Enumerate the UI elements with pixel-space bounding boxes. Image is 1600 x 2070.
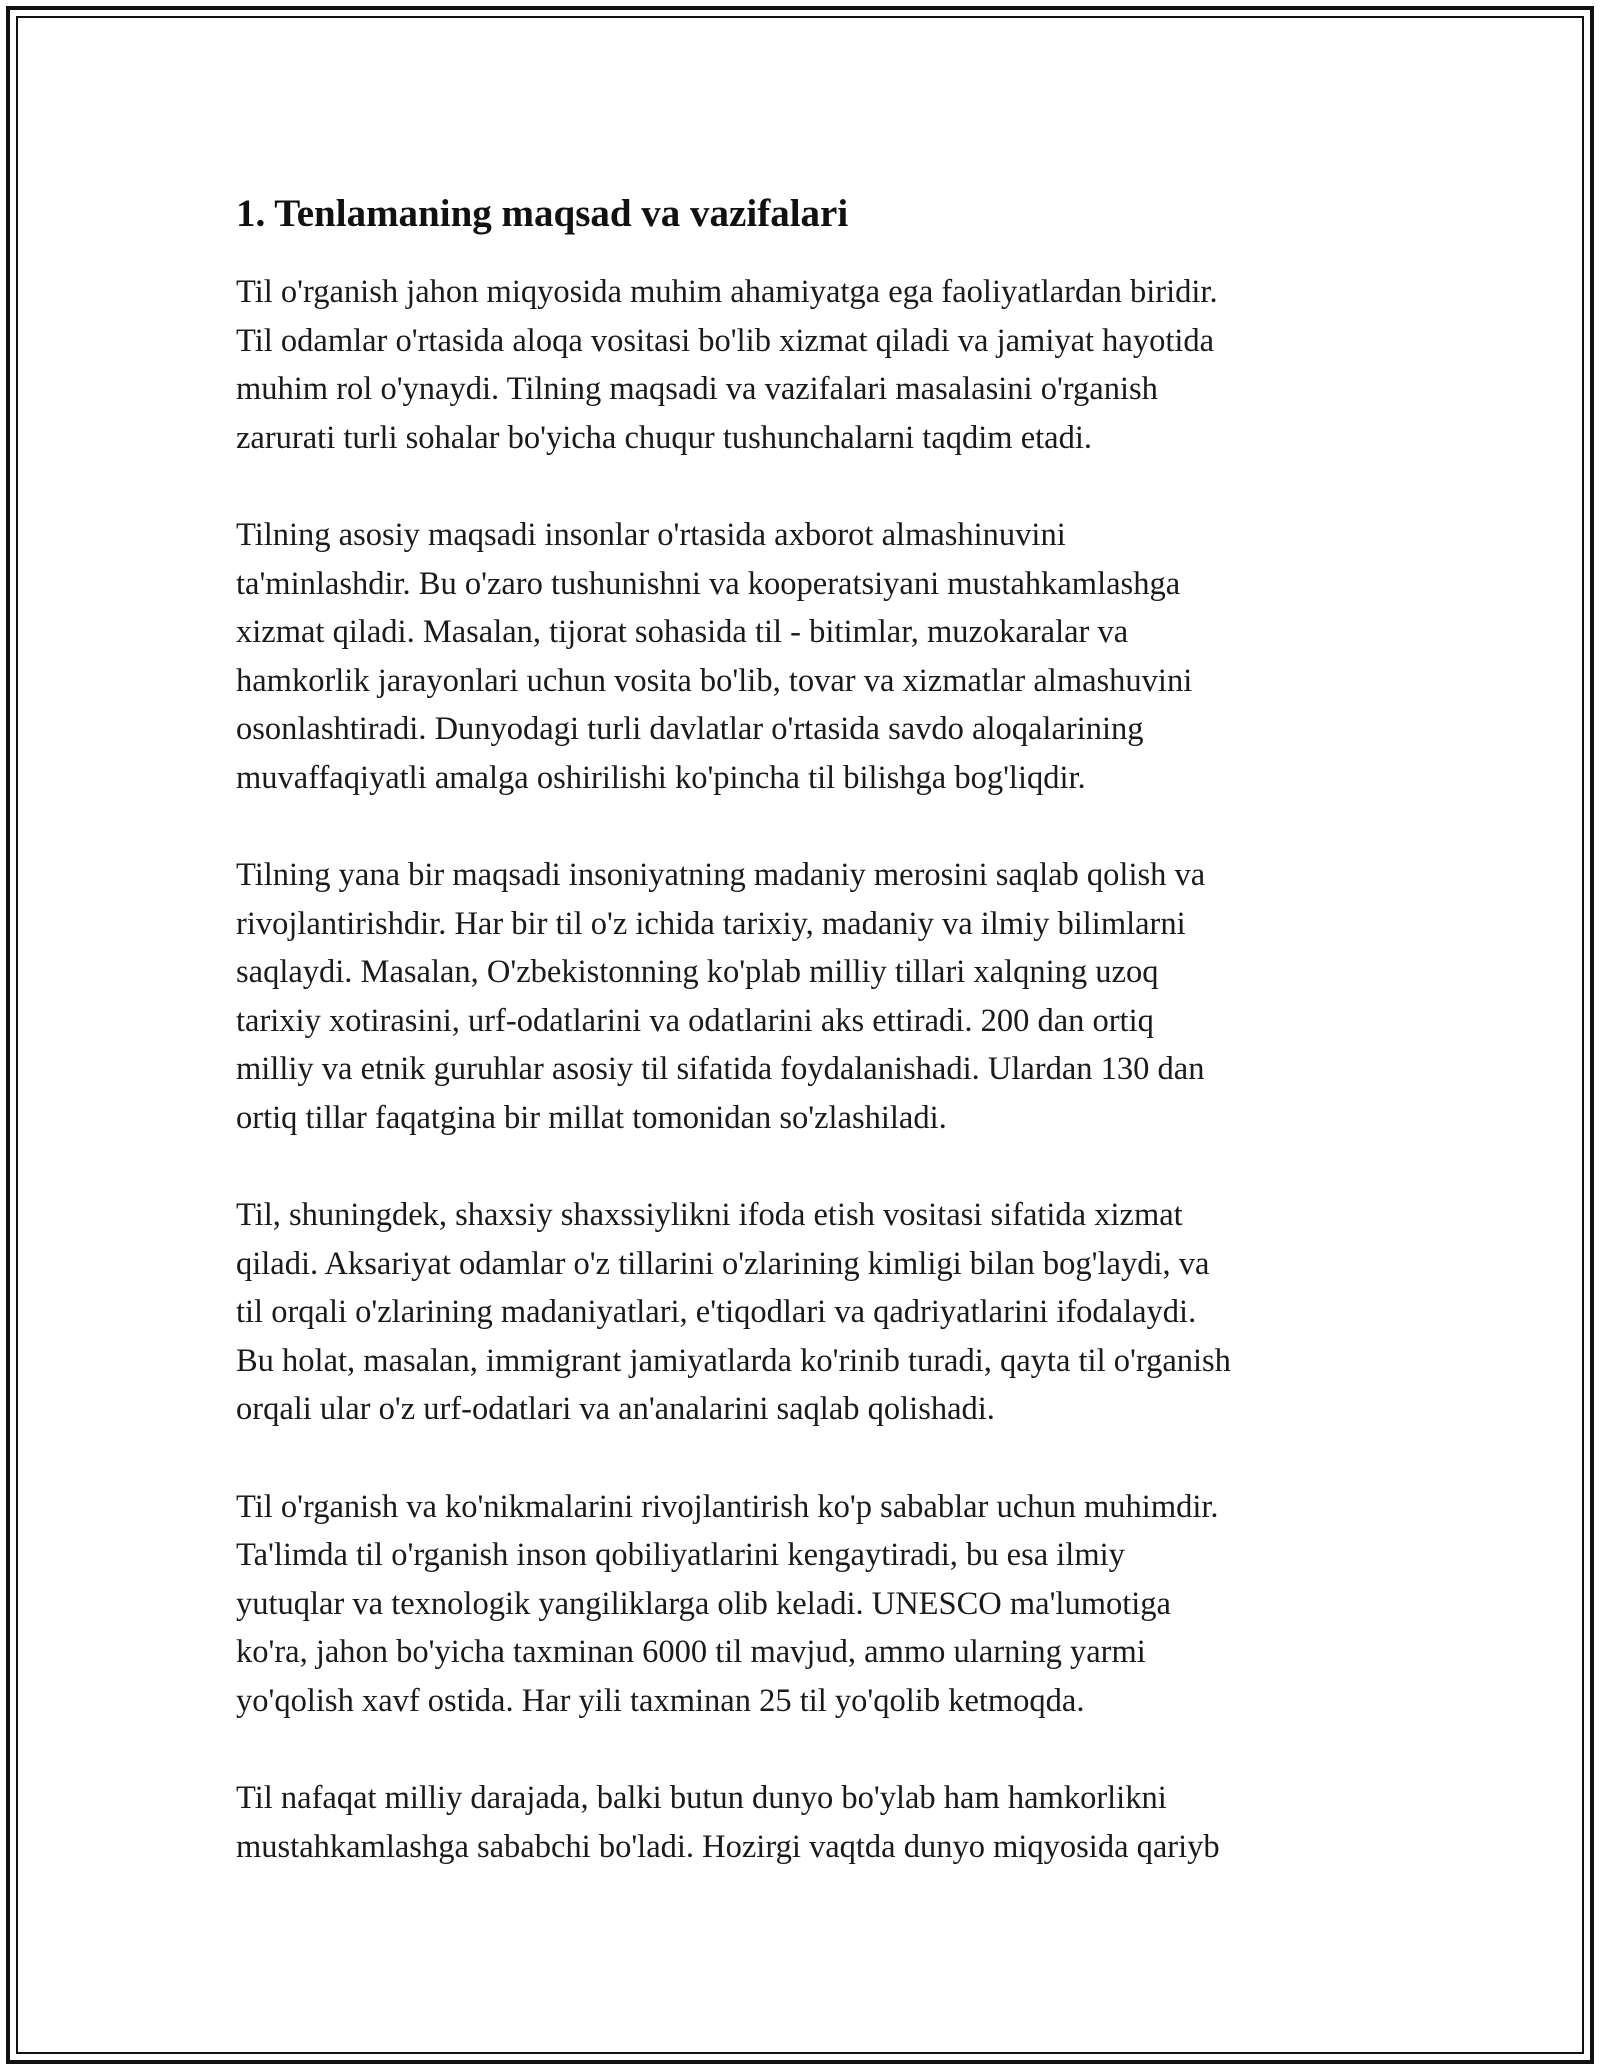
paragraph-line: hamkorlik jarayonlari uchun vosita bo'lib, tovar va xizmatlar almashuvini bbox=[236, 662, 1193, 699]
paragraph-line: rivojlantirishdir. Har bir til o'z ichida tarixiy, madaniy va ilmiy bilimlarni bbox=[236, 905, 1186, 942]
paragraph-line: orqali ular o'z urf-odatlari va an'analarini saqlab qolishadi. bbox=[236, 1391, 995, 1427]
paragraph-line: muvaffaqiyatli amalga oshirilishi ko'pincha til bilishga bog'liqdir. bbox=[236, 759, 1086, 796]
paragraph-line: Til odamlar o'rtasida aloqa vositasi bo'lib xizmat qiladi va jamiyat hayotida bbox=[236, 322, 1215, 359]
paragraph bbox=[236, 268, 1376, 462]
paragraph-line: qiladi. Aksariyat odamlar o'z tillarini o'zlarining kimligi bilan bog'laydi, va bbox=[236, 1245, 1210, 1282]
paragraph-line: Tilning asosiy maqsadi insonlar o'rtasida axborot almashinuvini bbox=[236, 517, 1066, 553]
document-body bbox=[236, 190, 1376, 1920]
paragraph-line: osonlashtiradi. Dunyodagi turli davlatlar o'rtasida savdo aloqalarining bbox=[236, 711, 1144, 747]
paragraph bbox=[236, 1191, 1376, 1434]
paragraph-line: yutuqlar va texnologik yangiliklarga olib keladi. UNESCO ma'lumotiga bbox=[236, 1585, 1171, 1622]
paragraph-line: xizmat qiladi. Masalan, tijorat sohasida til - bitimlar, muzokaralar va bbox=[236, 614, 1129, 650]
paragraph-line: zarurati turli sohalar bo'yicha chuqur tushunchalarni taqdim etadi. bbox=[236, 419, 1092, 456]
paragraph-line: Bu holat, masalan, immigrant jamiyatlarda ko'rinib turadi, qayta til o'rganish bbox=[236, 1342, 1231, 1379]
paragraph-line: Til, shuningdek, shaxsiy shaxssiylikni ifoda etish vositasi sifatida xizmat bbox=[236, 1197, 1183, 1233]
paragraph bbox=[236, 1483, 1376, 1726]
paragraph-list bbox=[236, 268, 1376, 1871]
paragraph-line: yo'qolish xavf ostida. Har yili taxminan 25 til yo'qolib ketmoqda. bbox=[236, 1682, 1085, 1719]
paragraph-line: Til o'rganish jahon miqyosida muhim ahamiyatga ega faoliyatlardan biridir. bbox=[236, 274, 1218, 310]
paragraph-line: Ta'limda til o'rganish inson qobiliyatlarini kengaytiradi, bu esa ilmiy bbox=[236, 1537, 1125, 1573]
paragraph-line: ta'minlashdir. Bu o'zaro tushunishni va kooperatsiyani mustahkamlashga bbox=[236, 565, 1181, 602]
paragraph-line: mustahkamlashga sababchi bo'ladi. Hozirgi vaqtda dunyo miqyosida qariyb bbox=[236, 1828, 1220, 1865]
paragraph-line: Til o'rganish va ko'nikmalarini rivojlantirish ko'p sabablar uchun muhimdir. bbox=[236, 1488, 1219, 1525]
section-title: 1. Tenlamaning maqsad va vazifalari bbox=[236, 192, 849, 235]
paragraph-line: tarixiy xotirasini, urf-odatlarini va odatlarini aks ettiradi. 200 dan ortiq bbox=[236, 1002, 1154, 1039]
paragraph-line: til orqali o'zlarining madaniyatlari, e'tiqodlari va qadriyatlarini ifodalaydi. bbox=[236, 1294, 1197, 1330]
paragraph bbox=[236, 1774, 1376, 1871]
paragraph-line: muhim rol o'ynaydi. Tilning maqsadi va vazifalari masalasini o'rganish bbox=[236, 371, 1158, 407]
paragraph-line: ortiq tillar faqatgina bir millat tomonidan so'zlashiladi. bbox=[236, 1099, 947, 1136]
paragraph-line: ko'ra, jahon bo'yicha taxminan 6000 til mavjud, ammo ularning yarmi bbox=[236, 1634, 1146, 1670]
paragraph-line: milliy va etnik guruhlar asosiy til sifatida foydalanishadi. Ulardan 130 dan bbox=[236, 1051, 1205, 1087]
paragraph bbox=[236, 511, 1376, 802]
paragraph bbox=[236, 851, 1376, 1142]
paragraph-line: Tilning yana bir maqsadi insoniyatning madaniy merosini saqlab qolish va bbox=[236, 857, 1206, 893]
paragraph-line: saqlaydi. Masalan, O'zbekistonning ko'plab milliy tillari xalqning uzoq bbox=[236, 954, 1159, 990]
paragraph-line: Til nafaqat milliy darajada, balki butun dunyo bo'ylab ham hamkorlikni bbox=[236, 1780, 1167, 1816]
